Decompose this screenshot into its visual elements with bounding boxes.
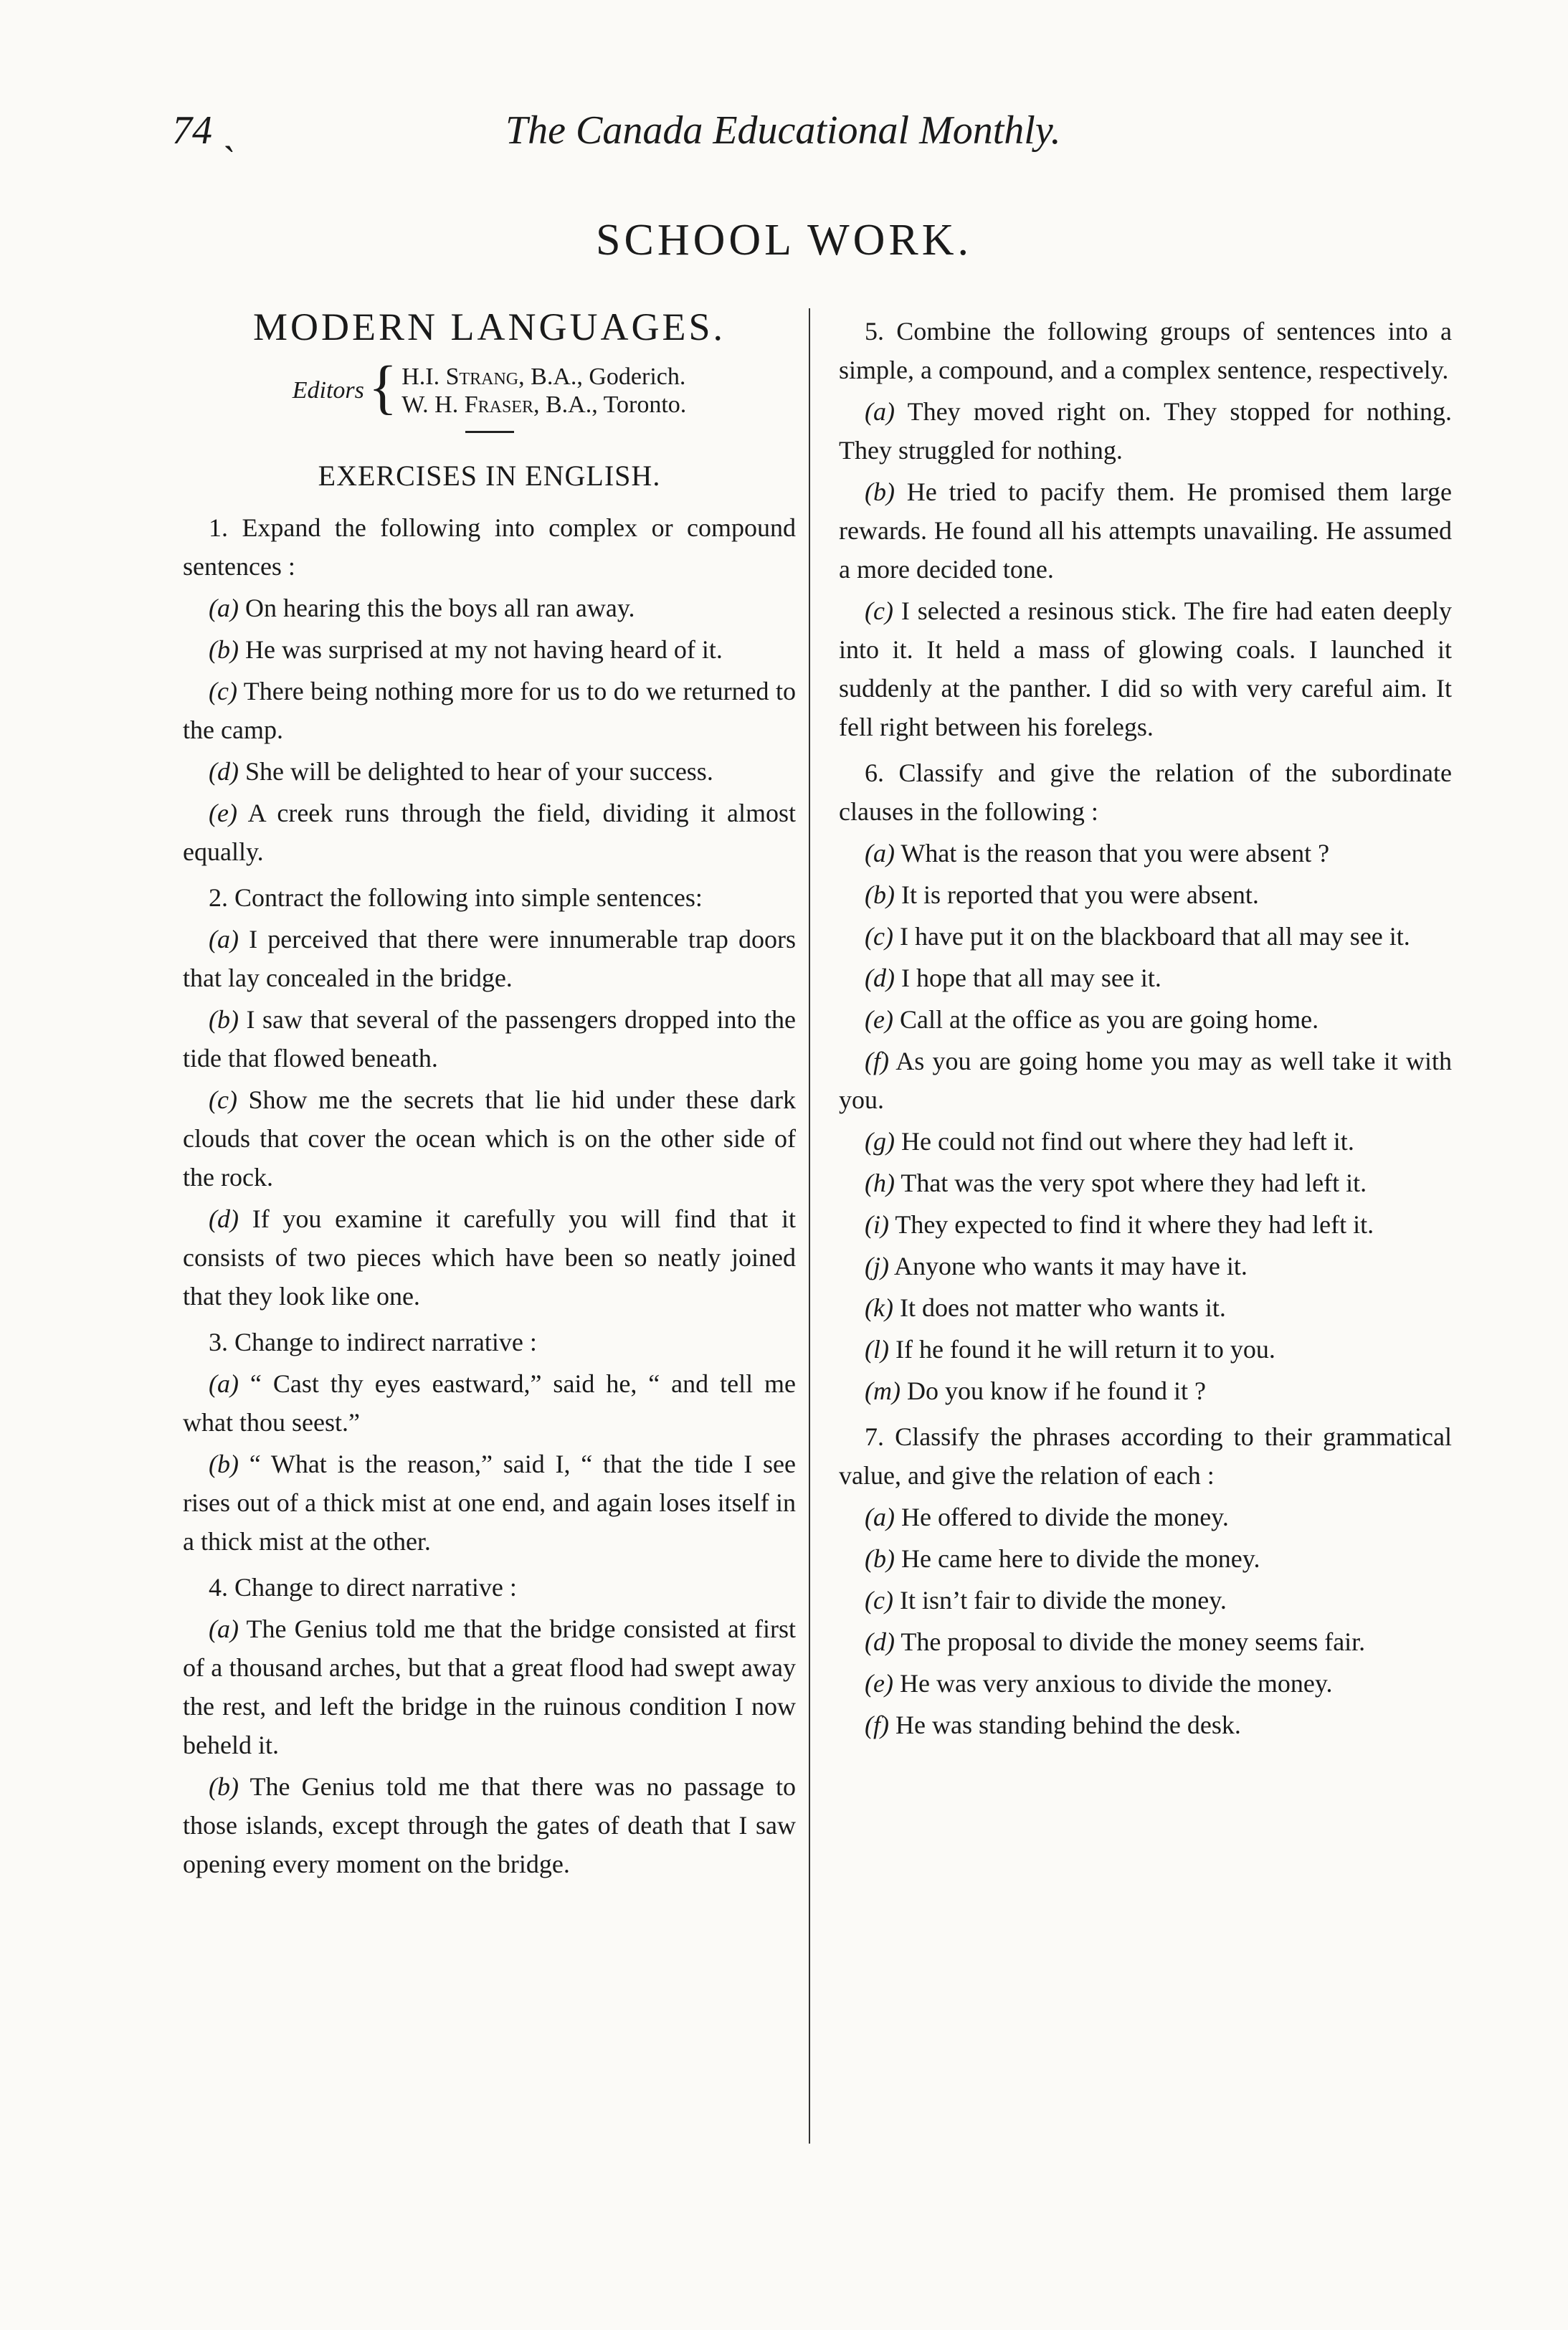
exercise-item	[839, 1664, 1452, 1703]
exercise-item	[839, 959, 1452, 997]
exercise-item	[839, 1706, 1452, 1744]
exercise-item	[839, 1498, 1452, 1536]
item-text: “ Cast thy eyes eastward,” said he, “ and tell me what thou seest.”	[183, 1369, 796, 1437]
item-text: They expected to find it where they had left it.	[888, 1210, 1374, 1239]
exercise-question	[839, 1417, 1452, 1495]
item-label: (b)	[209, 1772, 239, 1801]
column-divider	[809, 308, 810, 2144]
short-rule	[465, 431, 514, 433]
item-text: That was the very spot where they had left it.	[894, 1169, 1367, 1197]
item-text: The proposal to divide the money seems fair.	[894, 1627, 1366, 1656]
item-label: (b)	[209, 1450, 239, 1478]
exercise-item	[839, 1000, 1452, 1039]
item-text: I perceived that there were innumerable trap doors that lay concealed in the bridge.	[183, 925, 796, 992]
item-text: On hearing this the boys all ran away.	[238, 594, 635, 622]
exercise-item	[839, 875, 1452, 914]
item-text: I hope that all may see it.	[894, 964, 1161, 992]
editor-name: W. H. Fraser	[401, 391, 533, 418]
exercise-item	[839, 1622, 1452, 1661]
item-text: He was standing behind the desk.	[888, 1711, 1241, 1739]
item-text: It isn’t fair to divide the money.	[893, 1586, 1227, 1615]
item-text: What is the reason that you were absent ?	[894, 839, 1330, 867]
exercise-item	[183, 1445, 796, 1561]
exercise-item	[183, 630, 796, 669]
exercise-item	[839, 1539, 1452, 1578]
exercise-item	[839, 1205, 1452, 1244]
item-label: (h)	[865, 1169, 895, 1197]
exercise-question	[839, 753, 1452, 831]
item-label: (d)	[209, 1204, 239, 1233]
item-label: (c)	[209, 1085, 237, 1114]
item-label: (j)	[865, 1252, 889, 1280]
item-text: The Genius told me that the bridge consisted at first of a thousand arches, but that a great flood had swept away the rest, and left the bridge in the ruinous condition I now beheld it.	[183, 1615, 796, 1759]
exercise-question	[183, 878, 796, 917]
item-label: (d)	[209, 757, 239, 786]
item-label: (e)	[209, 799, 237, 827]
exercise-item	[839, 917, 1452, 956]
exercise-item	[839, 1581, 1452, 1620]
item-text: Call at the office as you are going home.	[893, 1005, 1319, 1034]
item-text: If he found it he will return it to you.	[888, 1335, 1275, 1364]
journal-title: The Canada Educational Monthly.	[505, 108, 1061, 153]
editor-detail: , B.A., Goderich.	[518, 363, 686, 390]
exercise-item	[839, 591, 1452, 746]
exercise-item	[839, 1122, 1452, 1161]
item-text: It does not matter who wants it.	[893, 1293, 1226, 1322]
exercise-item	[839, 1164, 1452, 1202]
item-text: There being nothing more for us to do we returned to the camp.	[183, 677, 796, 744]
exercise-question	[183, 1323, 796, 1361]
item-text: 7. Classify the phrases according to their grammatical value, and give the relation of each :	[839, 1422, 1452, 1490]
editor-detail: , B.A., Toronto.	[533, 391, 687, 418]
item-label: (g)	[865, 1127, 895, 1156]
item-label: (e)	[865, 1669, 893, 1698]
item-text: 2. Contract the following into simple sentences:	[209, 883, 703, 912]
item-label: (c)	[865, 596, 893, 625]
item-label: (b)	[865, 477, 895, 506]
editor-name: H.I. Strang	[401, 363, 519, 390]
exercise-item	[183, 1364, 796, 1442]
editor-line	[401, 363, 686, 391]
exercise-question	[183, 1568, 796, 1607]
item-label: (d)	[865, 1627, 895, 1656]
exercise-item	[183, 752, 796, 791]
exercise-item	[183, 1609, 796, 1764]
item-label: (a)	[209, 594, 239, 622]
exercise-item	[839, 1330, 1452, 1369]
item-text: He was very anxious to divide the money.	[893, 1669, 1333, 1698]
item-label: (a)	[865, 839, 895, 867]
editors-label: Editors	[292, 377, 364, 404]
exercise-item	[183, 920, 796, 997]
item-text: 5. Combine the following groups of sentences into a simple, a compound, and a complex sentence, respectively.	[839, 317, 1452, 384]
exercise-item	[839, 1247, 1452, 1285]
item-text: The Genius told me that there was no passage to those islands, except through the gates of death that I saw opening every moment on the bridge.	[183, 1772, 796, 1878]
item-text: He came here to divide the money.	[894, 1544, 1260, 1573]
item-label: (b)	[865, 1544, 895, 1573]
exercise-item	[839, 834, 1452, 872]
item-text: It is reported that you were absent.	[894, 880, 1259, 909]
item-text: I have put it on the blackboard that all may see it.	[893, 922, 1410, 951]
brace-icon: {	[368, 354, 398, 421]
item-text: He was surprised at my not having heard of it.	[238, 635, 723, 664]
item-text: 6. Classify and give the relation of the subordinate clauses in the following :	[839, 759, 1452, 826]
exercise-item	[839, 472, 1452, 589]
item-text: Anyone who wants it may have it.	[888, 1252, 1248, 1280]
item-text: 1. Expand the following into complex or compound sentences :	[183, 513, 796, 581]
item-text: I selected a resinous stick. The fire had eaten deeply into it. It held a mass of glowing coals. I launched it suddenly at the panther. I did so with very careful aim. It fell right between his forelegs.	[839, 596, 1452, 741]
exercise-question	[183, 508, 796, 586]
item-label: (b)	[209, 635, 239, 664]
item-label: (b)	[209, 1005, 239, 1034]
item-label: (e)	[865, 1005, 893, 1034]
item-text: He could not find out where they had left it.	[894, 1127, 1354, 1156]
item-label: (a)	[209, 1615, 239, 1643]
exercise-item	[839, 1371, 1452, 1410]
item-text: He offered to divide the money.	[894, 1503, 1229, 1531]
item-label: (a)	[865, 397, 895, 426]
item-label: (m)	[865, 1376, 901, 1405]
item-label: (a)	[209, 1369, 239, 1398]
item-text: I saw that several of the passengers dropped into the tide that flowed beneath.	[183, 1005, 796, 1073]
item-label: (l)	[865, 1335, 889, 1364]
item-label: (f)	[865, 1047, 889, 1075]
item-text: He tried to pacify them. He promised them large rewards. He found all his attempts unavailing. He assumed a more decided tone.	[839, 477, 1452, 584]
exercise-item	[183, 1767, 796, 1883]
right-column	[839, 305, 1452, 1747]
item-label: (b)	[865, 880, 895, 909]
exercise-item	[183, 589, 796, 627]
left-paragraphs	[183, 508, 796, 1883]
item-label: (k)	[865, 1293, 893, 1322]
item-text: “ What is the reason,” said I, “ that the tide I see rises out of a thick mist at one end, and again loses itself in a thick mist at the other.	[183, 1450, 796, 1556]
item-text: They moved right on. They stopped for nothing. They struggled for nothing.	[839, 397, 1452, 465]
exercise-item	[839, 1042, 1452, 1119]
item-text: As you are going home you may as well take it with you.	[839, 1047, 1452, 1114]
editors-block	[183, 354, 796, 421]
item-label: (c)	[865, 1586, 893, 1615]
item-text: 4. Change to direct narrative :	[209, 1573, 517, 1602]
exercise-question	[839, 312, 1452, 389]
item-label: (a)	[865, 1503, 895, 1531]
item-label: (f)	[865, 1711, 889, 1739]
item-text: Show me the secrets that lie hid under these dark clouds that cover the ocean which is on the other side of the rock.	[183, 1085, 796, 1192]
item-label: (c)	[865, 922, 893, 951]
exercise-item	[183, 1000, 796, 1078]
item-text: 3. Change to indirect narrative :	[209, 1328, 537, 1356]
editor-lines	[401, 363, 686, 419]
item-label: (d)	[865, 964, 895, 992]
exercise-item	[183, 1080, 796, 1197]
exercises-heading: EXERCISES IN ENGLISH.	[318, 460, 661, 492]
exercise-item	[839, 1288, 1452, 1327]
item-label: (i)	[865, 1210, 889, 1239]
item-text: If you examine it carefully you will find that it consists of two pieces which have been so neatly joined that they look like one.	[183, 1204, 796, 1311]
running-header	[0, 108, 1568, 165]
editor-line	[401, 391, 686, 419]
department-heading: MODERN LANGUAGES.	[253, 305, 726, 348]
right-paragraphs	[839, 312, 1452, 1744]
exercise-item	[183, 794, 796, 871]
exercise-item	[183, 1199, 796, 1316]
item-text: She will be delighted to hear of your success.	[238, 757, 713, 786]
page-number: 74 ˎ	[172, 108, 236, 153]
section-title: SCHOOL WORK.	[595, 216, 973, 265]
item-label: (c)	[209, 677, 237, 705]
left-column	[183, 305, 796, 1886]
exercise-item	[183, 672, 796, 749]
item-label: (a)	[209, 925, 239, 954]
item-text: A creek runs through the field, dividing it almost equally.	[183, 799, 796, 866]
exercise-item	[839, 392, 1452, 470]
item-text: Do you know if he found it ?	[900, 1376, 1206, 1405]
